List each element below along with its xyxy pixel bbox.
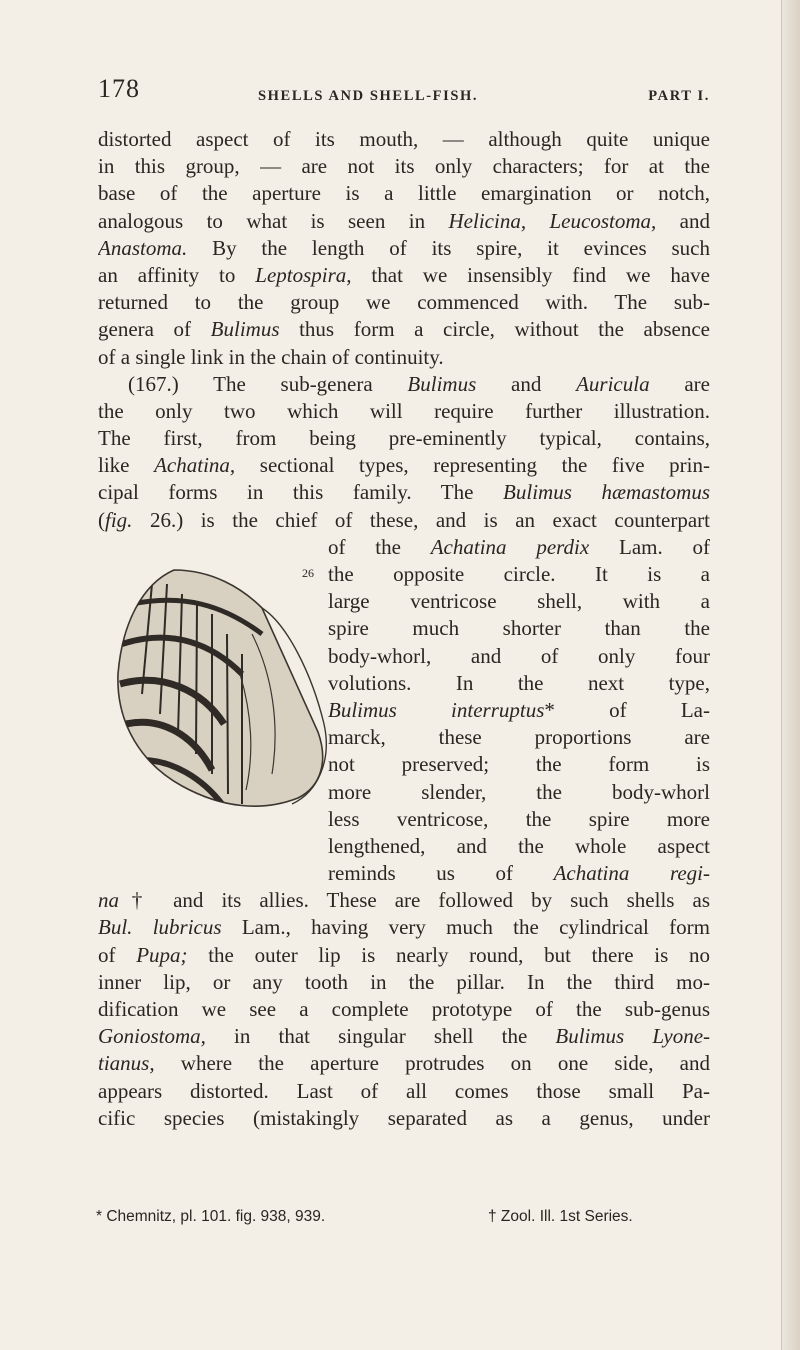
italic-run: Achatina regi- (553, 861, 710, 886)
text-run: returned to the group we commenced with. The sub- (98, 290, 710, 315)
italic-run: Bulimus (407, 371, 477, 396)
text-line (328, 615, 710, 642)
text-run: volutions. In the next type, (328, 670, 710, 695)
text-run: lengthened, and the whole aspect (328, 833, 710, 858)
text-line (328, 670, 710, 697)
italic-run: fig. (105, 507, 133, 532)
text-line (98, 1078, 710, 1105)
italic-run: Bulimus Lyone- (555, 1024, 710, 1049)
running-title: SHELLS AND SHELL-FISH. (258, 88, 479, 104)
text-line (98, 398, 710, 425)
text-run: that we insensibly find we have (351, 262, 710, 287)
page-edge (781, 0, 800, 1350)
part-label: PART I. (648, 88, 710, 104)
text-run: † and its allies. These are followed by such shells as (119, 888, 710, 913)
text-line (98, 371, 710, 398)
text-run: genera of (98, 317, 211, 342)
italic-run: tianus, (98, 1051, 155, 1076)
text-run: and (476, 371, 577, 396)
text-run: of the (328, 534, 431, 559)
text-line (98, 316, 710, 343)
text-line (328, 833, 710, 860)
text-run: base of the aperture is a little emargination or notch, (98, 181, 710, 206)
text-run: ( (98, 507, 105, 532)
footnote-zool: † Zool. Ill. 1st Series. (488, 1208, 633, 1225)
text-run: analogous to what is seen in (98, 208, 449, 233)
text-line (98, 1023, 710, 1050)
text-run: less ventricose, the spire more (328, 806, 710, 831)
text-run: like (98, 453, 155, 478)
italic-run: Auricula (576, 371, 650, 396)
text-line (98, 507, 710, 534)
text-line (98, 1050, 710, 1077)
text-run: body-whorl, and of only four (328, 643, 710, 668)
italic-run: Bulimus interruptus (328, 697, 545, 722)
italic-run: Leptospira, (255, 262, 352, 287)
text-run: Lam. of (589, 534, 710, 559)
italic-run: Bulimus hæmastomus (503, 480, 710, 505)
page-number: 178 (98, 74, 140, 103)
text-run: cific species (mistakingly separated as a genus, under (98, 1105, 710, 1130)
text-run: the opposite circle. It is a (328, 562, 710, 586)
text-line (328, 779, 710, 806)
italic-run: Helicina, Leucostoma, (448, 208, 657, 233)
text-run: The first, from being pre-eminently typical, contains, (98, 426, 710, 451)
text-run: distorted aspect of its mouth, — although quite unique (98, 127, 710, 151)
text-line (98, 969, 710, 996)
text-line (328, 561, 710, 588)
figure-number: 26 (302, 566, 314, 580)
text-line (98, 153, 710, 180)
italic-run: Goniostoma, (98, 1024, 206, 1049)
shell-figure (112, 564, 336, 818)
text-line (98, 1105, 710, 1132)
text-run: not preserved; the form is (328, 752, 710, 777)
text-line (328, 724, 710, 751)
bulimus-shell-illustration (112, 564, 336, 818)
text-run: the outer lip is nearly round, but there is no (187, 942, 710, 967)
italic-run: Anastoma. (98, 235, 188, 260)
italic-run: Achatina, (154, 453, 236, 478)
footnote-chemnitz: * Chemnitz, pl. 101. fig. 938, 939. (96, 1208, 326, 1225)
text-run: cipal forms in this family. The (98, 480, 504, 505)
text-run: of a single link in the chain of continuity. (98, 344, 444, 369)
text-line (98, 289, 710, 316)
italic-run: Pupa; (136, 942, 188, 967)
text-line (328, 643, 710, 670)
text-run: more slender, the body-whorl (328, 779, 710, 804)
text-run: an affinity to (98, 262, 256, 287)
text-run: 26.) is the chief of these, and is an exact counterpart (132, 507, 710, 532)
text-run: (167.) The sub-genera (128, 371, 408, 396)
text-run: of (98, 942, 137, 967)
text-line (98, 180, 710, 207)
text-run: sectional types, representing the five prin- (235, 453, 710, 478)
italic-run: Achatina perdix (430, 534, 590, 559)
text-line (328, 534, 710, 561)
text-line (98, 942, 710, 969)
page-header (98, 74, 710, 108)
text-line (98, 887, 710, 914)
italic-run: na (98, 888, 119, 913)
text-run: the only two which will require further illustration. (98, 398, 710, 423)
text-run: Lam., having very much the cylindrical form (221, 915, 710, 940)
text-run: appears distorted. Last of all comes those small Pa- (98, 1078, 710, 1103)
text-run: spire much shorter than the (328, 616, 710, 641)
text-run: where the aperture protrudes on one side, and (154, 1051, 710, 1076)
text-line (328, 697, 710, 724)
text-run: dification we see a complete prototype of the sub-genus (98, 997, 710, 1021)
italic-run: Bulimus (210, 317, 280, 342)
text-run: are (649, 371, 710, 396)
text-run: in this group, — are not its only characters; for at the (98, 154, 710, 179)
text-line (328, 806, 710, 833)
text-line (98, 452, 710, 479)
text-run: inner lip, or any tooth in the pillar. In the third mo- (98, 969, 710, 994)
text-run: * of La- (544, 697, 710, 722)
text-line (98, 479, 710, 506)
text-run: and (656, 208, 710, 233)
text-run: in that singular shell the (205, 1024, 556, 1049)
italic-run: Bul. lubricus (98, 915, 222, 940)
text-line (98, 344, 710, 371)
text-run: thus form a circle, without the absence (279, 317, 710, 342)
text-line (98, 996, 710, 1023)
text-line (98, 208, 710, 235)
text-run: By the length of its spire, it evinces such (187, 235, 710, 260)
text-line (98, 262, 710, 289)
text-line (328, 751, 710, 778)
text-line (98, 235, 710, 262)
text-line (98, 126, 710, 153)
text-run: large ventricose shell, with a (328, 589, 710, 614)
text-run: marck, these proportions are (328, 725, 710, 750)
text-run: reminds us of (328, 861, 554, 886)
text-line (98, 914, 710, 941)
text-line (328, 588, 710, 615)
text-line (328, 860, 710, 887)
text-line (98, 425, 710, 452)
